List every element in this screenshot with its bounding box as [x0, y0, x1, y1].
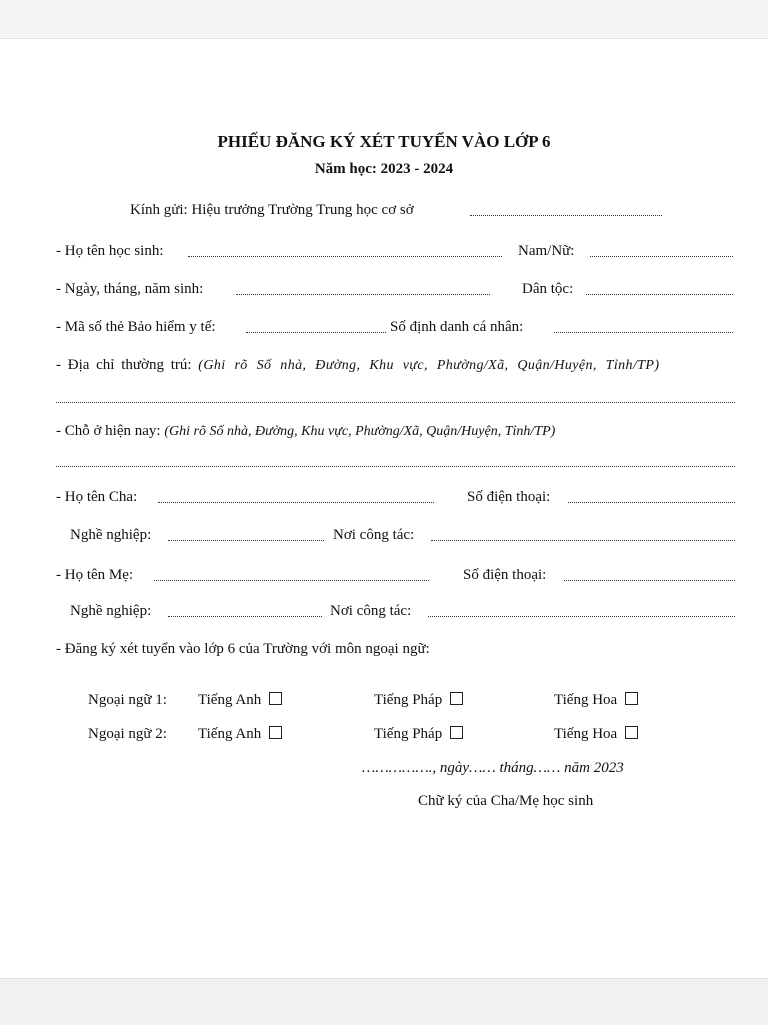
student-name-label: - Họ tên học sinh: [56, 243, 164, 259]
permanent-address-label: - Địa chỉ thường trú: [56, 357, 192, 373]
form-title: PHIẾU ĐĂNG KÝ XÉT TUYỂN VÀO LỚP 6 [217, 132, 551, 151]
ethnicity-blank[interactable] [586, 294, 733, 295]
father-workplace-blank[interactable] [431, 540, 735, 541]
lang1-option-french[interactable]: Tiếng Pháp [374, 691, 463, 709]
checkbox-icon[interactable] [269, 692, 282, 705]
language-1-label: Ngoại ngữ 1: [88, 692, 167, 708]
gender-label: Nam/Nữ: [518, 243, 575, 259]
father-phone-blank[interactable] [568, 502, 735, 503]
permanent-address-hint: (Ghi rõ Số nhà, Đường, Khu vực, Phường/Xã, Quận/Huyện, Tỉnh/TP) [198, 358, 660, 373]
student-name-blank[interactable] [188, 256, 502, 257]
viewer-top-bar [0, 0, 768, 39]
checkbox-icon[interactable] [269, 726, 282, 739]
permanent-address-blank[interactable] [56, 402, 735, 403]
ethnicity-label: Dân tộc: [522, 281, 574, 297]
date-line: ……………., ngày…… tháng…… năm 2023 [362, 760, 624, 776]
father-job-blank[interactable] [168, 540, 324, 541]
register-language-label: - Đăng ký xét tuyển vào lớp 6 của Trường với môn ngoại ngữ: [56, 641, 430, 657]
dob-label: - Ngày, tháng, năm sinh: [56, 281, 204, 297]
mother-name-blank[interactable] [154, 580, 429, 581]
father-phone-label: Số điện thoại: [467, 489, 551, 505]
mother-job-blank[interactable] [168, 616, 322, 617]
greeting: Kính gửi: Hiệu trưởng Trường Trung học cơ sở [130, 202, 414, 218]
viewer-bottom-bar [0, 978, 768, 1025]
checkbox-icon[interactable] [625, 726, 638, 739]
current-address-hint: (Ghi rõ Số nhà, Đường, Khu vực, Phường/Xã, Quận/Huyện, Tỉnh/TP) [164, 424, 556, 439]
current-address-label: - Chỗ ở hiện nay: [56, 423, 161, 439]
lang1-option-english[interactable]: Tiếng Anh [198, 691, 282, 709]
lang2-option-french[interactable]: Tiếng Pháp [374, 725, 463, 743]
father-name-label: - Họ tên Cha: [56, 489, 138, 505]
permanent-address-line [56, 356, 659, 375]
insurance-label: - Mã số thẻ Bảo hiểm y tế: [56, 319, 216, 335]
checkbox-icon[interactable] [625, 692, 638, 705]
lang2-option-english[interactable]: Tiếng Anh [198, 725, 282, 743]
father-workplace-label: Nơi công tác: [333, 527, 415, 543]
gender-blank[interactable] [590, 256, 733, 257]
mother-phone-label: Số điện thoại: [463, 567, 547, 583]
mother-phone-blank[interactable] [564, 580, 735, 581]
insurance-blank[interactable] [246, 332, 386, 333]
document-page [0, 39, 768, 977]
personal-id-blank[interactable] [554, 332, 733, 333]
checkbox-icon[interactable] [450, 726, 463, 739]
signature-label: Chữ ký của Cha/Mẹ học sinh [418, 793, 594, 809]
current-address-blank[interactable] [56, 466, 735, 467]
mother-name-label: - Họ tên Mẹ: [56, 567, 134, 583]
dob-blank[interactable] [236, 294, 490, 295]
father-job-label: Nghề nghiệp: [70, 527, 152, 543]
mother-workplace-blank[interactable] [428, 616, 735, 617]
lang2-option-chinese[interactable]: Tiếng Hoa [554, 725, 638, 743]
mother-workplace-label: Nơi công tác: [330, 603, 412, 619]
personal-id-label: Số định danh cá nhân: [390, 319, 524, 335]
checkbox-icon[interactable] [450, 692, 463, 705]
language-2-label: Ngoại ngữ 2: [88, 726, 167, 742]
mother-job-label: Nghề nghiệp: [70, 603, 152, 619]
school-name-blank[interactable] [470, 215, 662, 216]
lang1-option-chinese[interactable]: Tiếng Hoa [554, 691, 638, 709]
father-name-blank[interactable] [158, 502, 434, 503]
school-year: Năm học: 2023 - 2024 [314, 161, 454, 177]
current-address-line [56, 422, 555, 441]
